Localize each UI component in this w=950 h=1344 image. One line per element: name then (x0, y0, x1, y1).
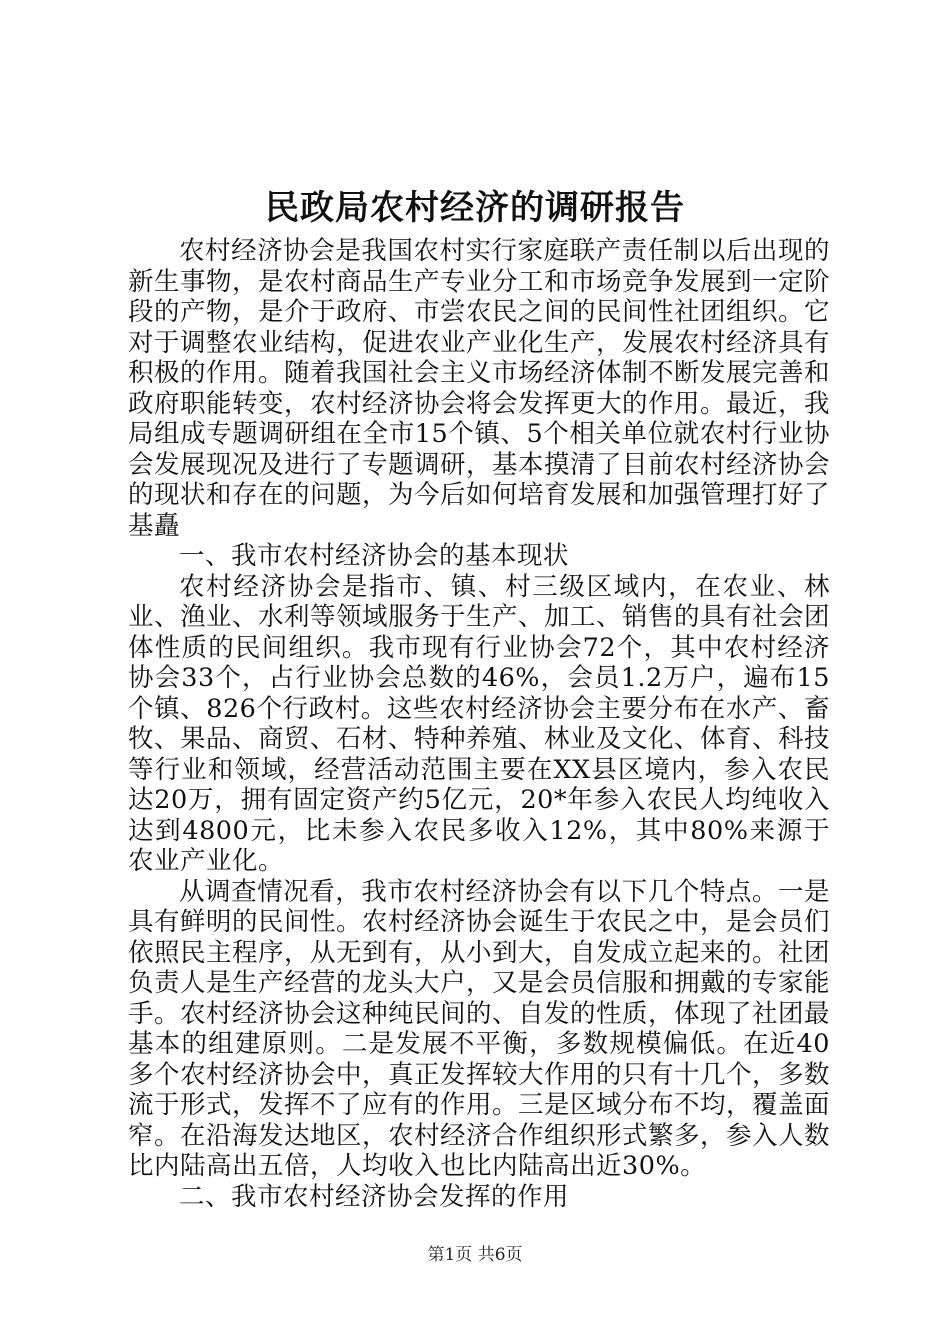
section1-paragraph-1: 农村经济协会是指市、镇、村三级区域内，在农业、林业、渔业、水利等领域服务于生产、加工、销售的具有社会团体性质的民间组织。我市现有行业协会72个，其中农村经济协会33个，占行业协会总数的46%，会员1.2万户，遍布15个镇、826个行政村。这些农村经济协会主要分布在水产、畜牧、果品、商贸、石材、特种养殖、林业及文化、体育、科技等行业和领域，经营活动范围主要在XX县区境内，参入农民达20万，拥有固定资产约5亿元，20*年参入农民人均纯收入达到4800元，比未参入农民多收入12%，其中80%来源于农业产业化。 (128, 571, 831, 876)
document-body (128, 236, 830, 1212)
section-heading-2: 二、我市农村经济协会发挥的作用 (179, 1181, 570, 1212)
section-heading-1: 一、我市农村经济协会的基本现状 (179, 541, 570, 571)
section1-paragraph-2: 从调查情况看，我市农村经济协会有以下几个特点。一是具有鲜明的民间性。农村经济协会诞生于农民之中，是会员们依照民主程序，从无到有，从小到大，自发成立起来的。社团负责人是生产经营的龙头大户，又是会员信服和拥戴的专家能手。农村经济协会这种纯民间的、自发的性质，体现了社团最基本的组建原则。二是发展不平衡，多数规模偏低。在近40多个农村经济协会中，真正发挥较大作用的只有十几个，多数流于形式，发挥不了应有的作用。三是区域分布不均，覆盖面窄。在沿海发达地区，农村经济合作组织形式繁多，参入人数比内陆高出五倍，人均收入也比内陆高出近30%。 (128, 876, 831, 1181)
page-footer: 第1页 共6页 (427, 1245, 523, 1265)
intro-paragraph: 农村经济协会是我国农村实行家庭联产责任制以后出现的新生事物，是农村商品生产专业分工和市场竞争发展到一定阶段的产物，是介于政府、市尝农民之间的民间性社团组织。它对于调整农业结构，促进农业产业化生产，发展农村经济具有积极的作用。随着我国社会主义市场经济体制不断发展完善和政府职能转变，农村经济协会将会发挥更大的作用。最近，我局组成专题调研组在全市15个镇、5个相关单位就农村行业协会发展现况及进行了专题调研，基本摸清了目前农村经济协会的现状和存在的问题，为今后如何培育发展和加强管理打好了基矗 (128, 236, 831, 541)
document-title: 民政局农村经济的调研报告 (265, 188, 685, 228)
